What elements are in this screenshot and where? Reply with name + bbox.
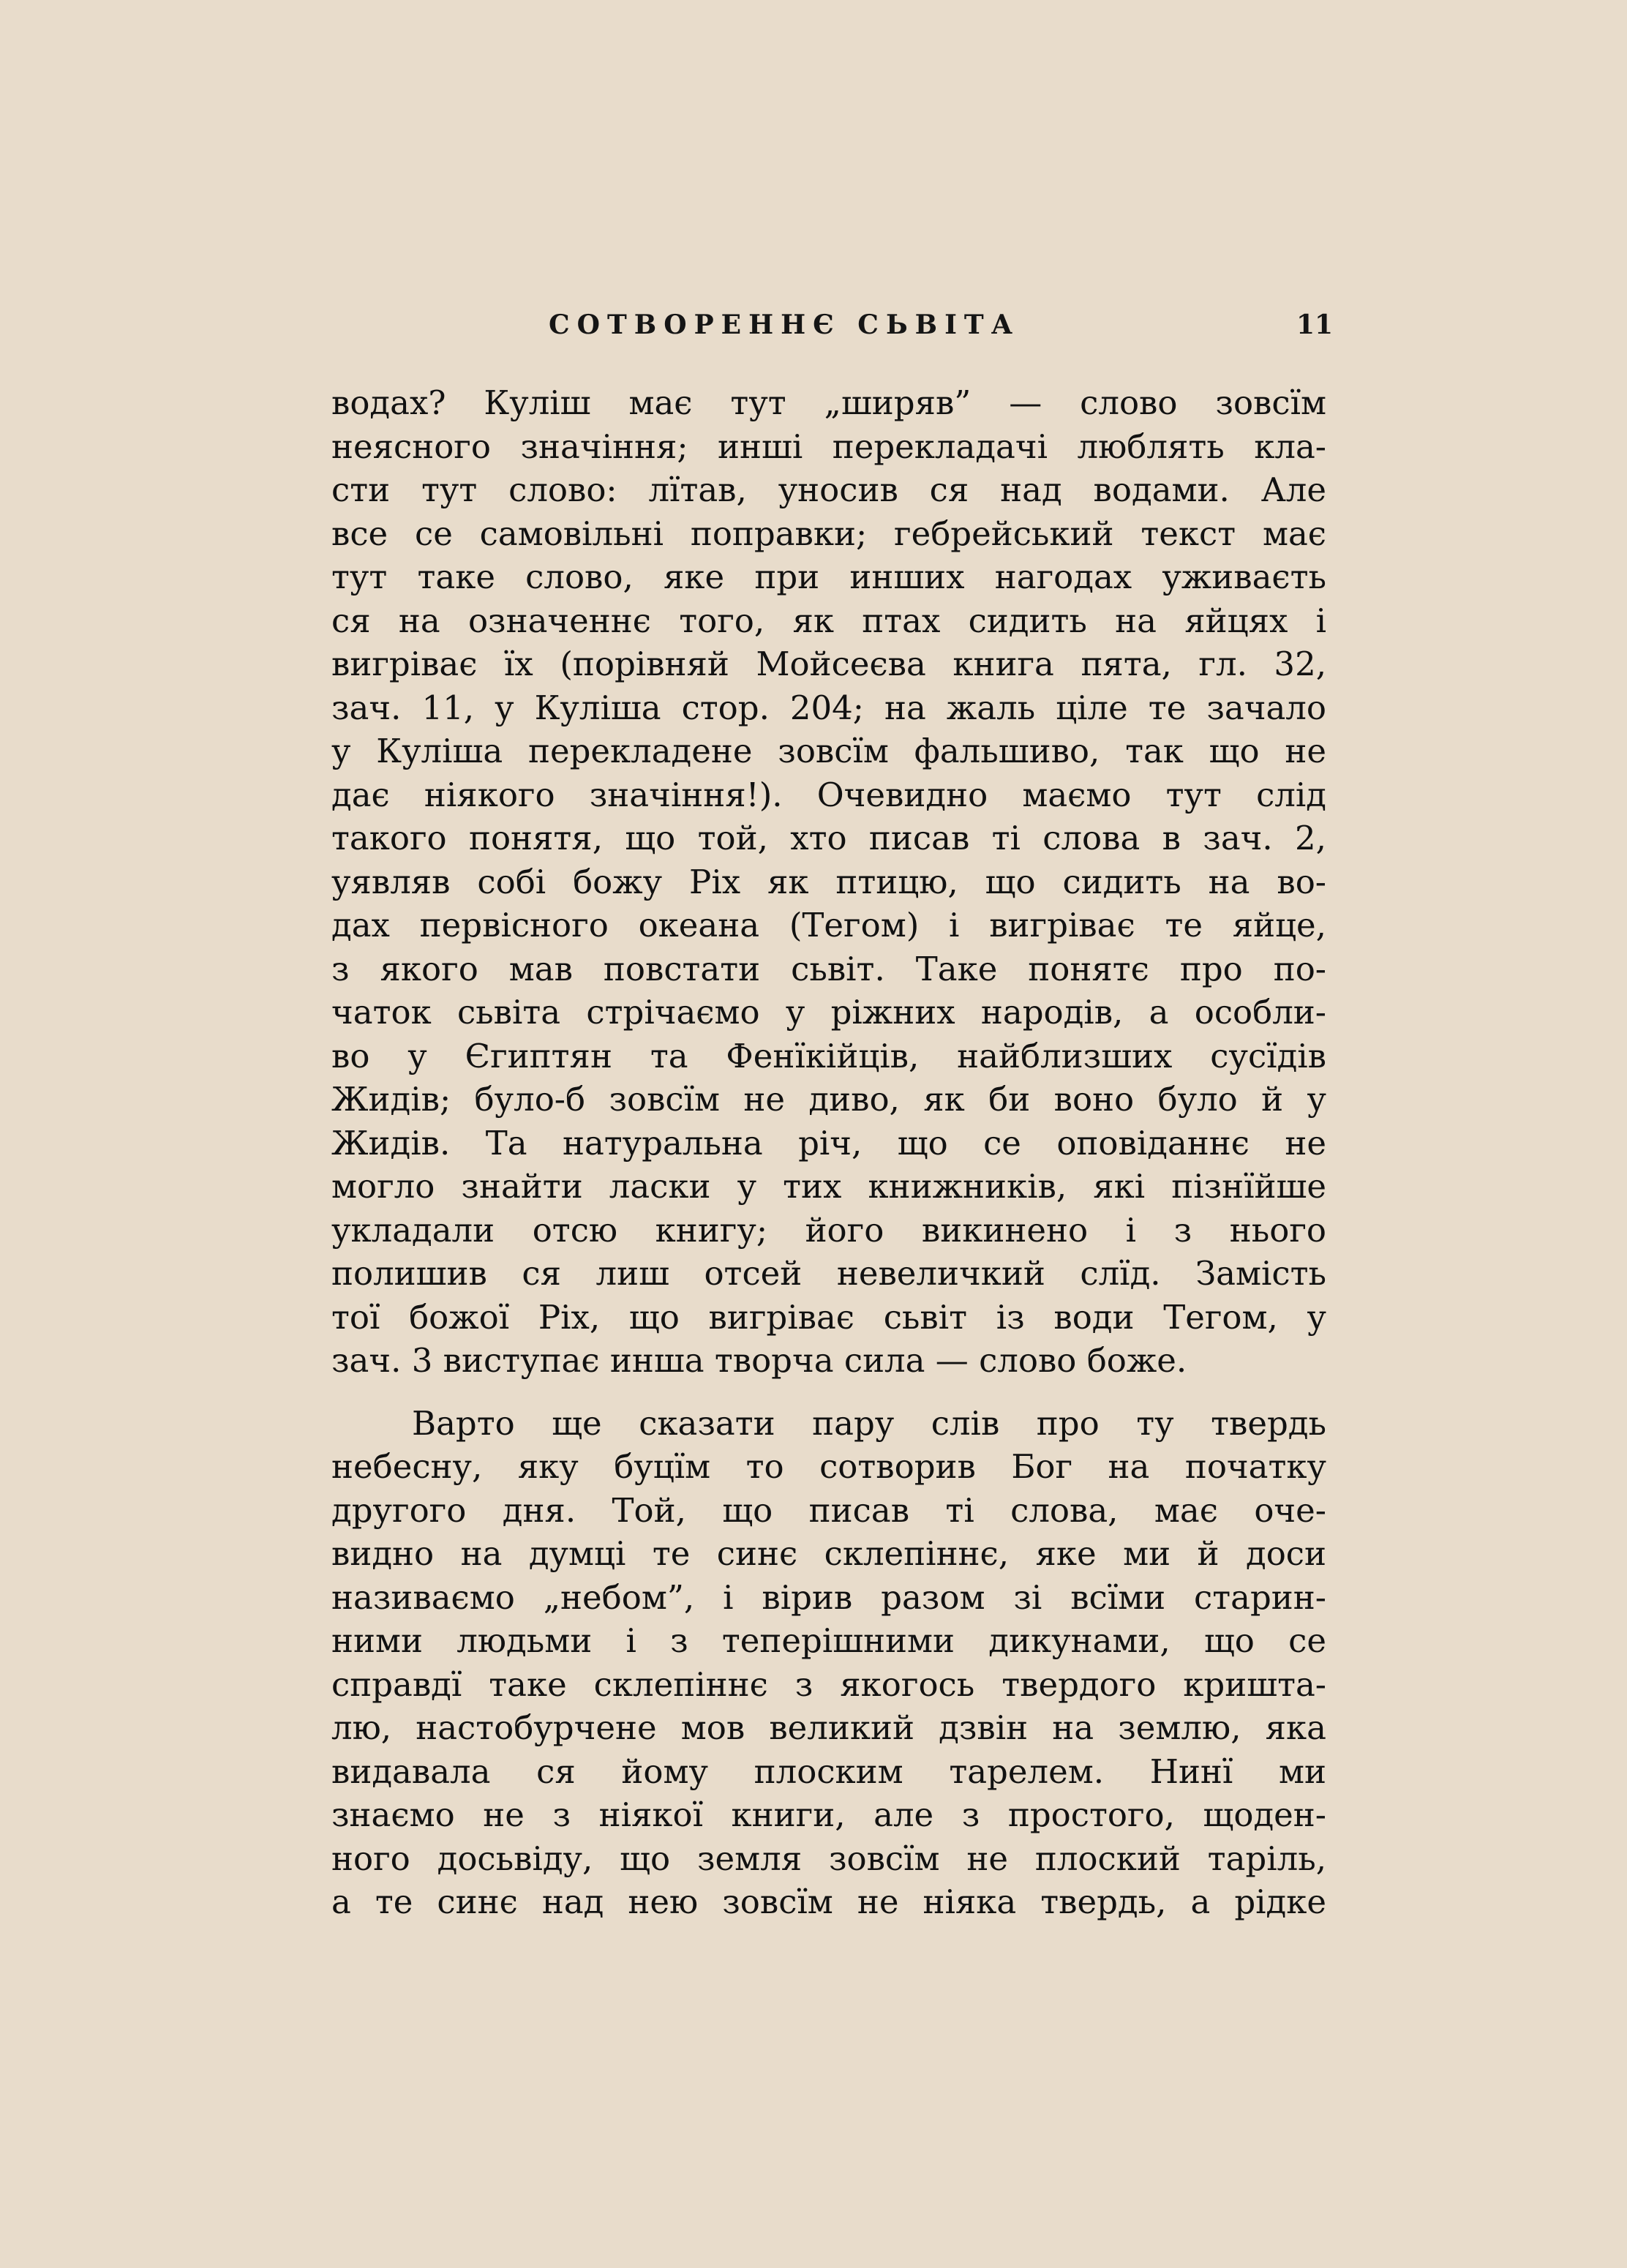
text-line: такого понятя, що той, хто писав ті слова в зач. 2, <box>331 819 1326 857</box>
text-line: з якого мав повстати сьвіт. Таке понятє про по- <box>331 949 1326 988</box>
text-line: зач. 11, у Куліша стор. 204; на жаль ціле те зачало <box>331 688 1326 727</box>
text-line: дах первісного океана (Тегом) і вигріває те яйце, <box>331 906 1326 945</box>
text-line: видно на думці те синє склепіннє, яке ми й доси <box>331 1534 1326 1573</box>
text-line: Жидів. Та натуральна річ, що се оповіданнє не <box>331 1123 1326 1163</box>
text-line: другого дня. Той, що писав ті слова, має оче- <box>331 1490 1326 1530</box>
text-line: водах? Куліш має тут „ширяв” — слово зовсїм <box>331 383 1326 422</box>
text-line: у Куліша перекладене зовсїм фальшиво, так що не <box>331 732 1326 770</box>
text-line: Жидів; було-б зовсїм не диво, як би воно було й у <box>331 1080 1326 1119</box>
text-line: видавала ся йому плоским тарелем. Нинї ми <box>331 1751 1326 1791</box>
text-line: вигріває їх (порівняй Мойсеєва книга пята, гл. 32, <box>331 645 1326 683</box>
text-line: тої божої Ріх, що вигріває сьвіт із води Тегом, у <box>331 1297 1326 1337</box>
running-head <box>0 309 1627 346</box>
text-line: сти тут слово: лїтав, уносив ся над водами. Але <box>331 470 1326 509</box>
text-line: во у Єгиптян та Фенїкійців, найблизших сусїдів <box>331 1036 1326 1075</box>
text-line: справдї таке склепіннє з якогось твердого кришта- <box>331 1664 1326 1704</box>
text-line: уявляв собі божу Ріх як птицю, що сидить на во- <box>331 862 1326 901</box>
text-line: називаємо „небом”, і вірив разом зі всїми старин- <box>331 1577 1326 1617</box>
text-line: полишив ся лиш отсей невеличкий слїд. Замість <box>331 1254 1326 1293</box>
text-line: ся на означеннє того, як птах сидить на яйцях і <box>331 601 1326 640</box>
running-title: СОТВОРЕННЄ СЬВІТА <box>549 309 1021 340</box>
body-text <box>331 381 1326 1924</box>
text-line: зач. 3 виступає инша творча сила — слово боже. <box>331 1341 1187 1380</box>
text-line: знаємо не з ніякої книги, але з простого, щоден- <box>331 1795 1326 1834</box>
text-line: неясного значіння; инші перекладачі люблять кла- <box>331 427 1326 466</box>
text-line: могло знайти ласки у тих книжників, які пізнїйше <box>331 1167 1326 1206</box>
text-line: тут таке слово, яке при инших нагодах уживаєть <box>331 557 1326 596</box>
text-line: Варто ще сказати пару слів про ту твердь <box>412 1403 1326 1443</box>
text-line: все се самовільні поправки; гебрейський текст має <box>331 514 1326 553</box>
text-line: лю, настобурчене мов великий дзвін на землю, яка <box>331 1708 1326 1747</box>
text-line: укладали отсю книгу; його викинено і з нього <box>331 1210 1326 1250</box>
text-line: ного досьвіду, що земля зовсїм не плоский таріль, <box>331 1839 1326 1878</box>
text-line: чаток сьвіта стрічаємо у ріжних народів, а особли- <box>331 993 1326 1032</box>
text-line: а те синє над нею зовсїм не ніяка твердь, а рідке <box>331 1882 1326 1921</box>
text-line: ними людьми і з теперішними дикунами, що се <box>331 1621 1326 1660</box>
paragraph <box>331 381 1326 1383</box>
paragraph <box>331 1402 1326 1924</box>
page-number: 11 <box>1296 309 1334 340</box>
text-line: дає ніякого значіння!). Очевидно маємо тут слід <box>331 775 1326 814</box>
text-line: небесну, яку буцїм то сотворив Бог на початку <box>331 1447 1326 1486</box>
